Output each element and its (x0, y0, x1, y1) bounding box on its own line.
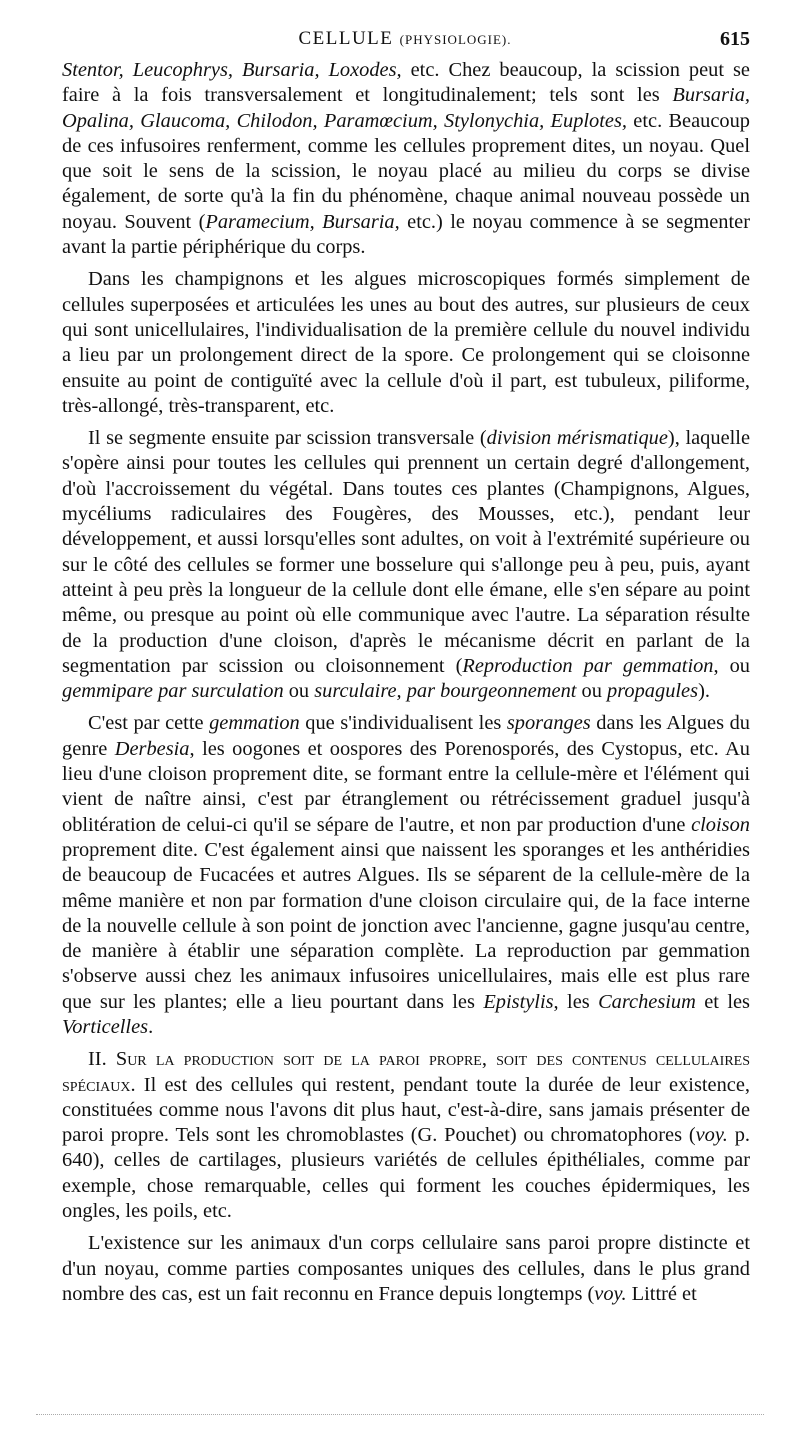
paragraph-text: . (148, 1015, 154, 1038)
taxa-italic: Vorticelles (62, 1015, 149, 1038)
paragraph-text: dans les Algues du genre (62, 712, 750, 760)
paragraph-text: etc.) le noyau commence à se segmenter avant la partie périphérique du corps. (62, 210, 751, 259)
paragraph-text: Il est des cellules qui restent, pendant toute la durée de leur existence, constituées comme nous l'avons dit plus haut, c'est-à-dire, sans jamais présenter de paroi propre. Tels sont les chromoblastes (G. Pouchet) ou chromatophores ( (62, 1073, 750, 1147)
paragraph-4 (62, 711, 750, 1040)
term-italic: gemmipare par surculation (62, 680, 284, 703)
term-italic: voy. (594, 1282, 627, 1305)
page-number: 615 (720, 28, 750, 50)
taxa-italic: Paramecium, Bursaria, (205, 210, 400, 233)
paragraph-text: C'est par cette (88, 712, 210, 735)
paragraph-2 (62, 267, 750, 419)
paragraph-text: proprement dite. C'est également ainsi que naissent les sporanges et les anthéridies de beaucoup de Fucacées et autres Algues. Ils se séparent de la cellule-mère de la même manière et non par formation d'une cloison circulaire qui, de la face interne de la nouvelle cellule à son point de jonction avec l'ancienne, gagne jusqu'au centre, de manière à établir une séparation complète. La reproduction par gemmation s'observe aussi chez les animaux infusoires unicellulaires, mais elle est plus rare que sur les plantes; elle a lieu pourtant dans les (62, 838, 750, 1013)
paragraph-text: ou (576, 680, 608, 703)
paragraph-text: Dans les champignons et les algues microscopiques formés simplement de cellules superposées et articulées les unes au bout des autres, sur plusieurs de ceux qui sont unicellulaires, l'individualisation de la première cellule du nouvel individu a lieu par un prolongement direct de la spore. Ce prolongement qui se cloisonne ensuite au point de contiguïté avec la cellule d'où il part, est tubuleux, piliforme, très-allongé, très-transparent, etc. (62, 268, 750, 417)
paragraph-5 (62, 1047, 750, 1224)
paragraph-text: Littré et (626, 1282, 697, 1305)
running-title-sub: (PHYSIOLOGIE). (399, 32, 512, 47)
paragraph-1 (62, 58, 750, 260)
term-italic: Derbesia (114, 737, 190, 760)
paragraph-text: et les (695, 990, 750, 1013)
paragraph-text: etc. Beaucoup de ces infusoires renferment, comme les cellules proprement dites, un noyau. Quel que soit le sens de la scission, le noyau placé au milieu du corps se divise également, de sorte qu'à la fin du phénomène, chaque animal nouveau possède un noyau. Souvent ( (62, 109, 750, 233)
paragraph-text: etc. Chez beaucoup, la scission peut se faire à la fois transversalement et longitudinalement; tels sont les (62, 59, 750, 107)
term-italic: cloison (691, 813, 750, 836)
taxa-italic: Stentor, Leucophrys, Bursaria, Loxodes, (62, 59, 402, 81)
paragraph-text: , les oogones et oospores des Porenosporés, des Cystopus, etc. Au lieu d'une cloison proprement dite, se formant entre la cellule-mère et l'élément qui vient de naître ainsi, c'est par étranglement ou rétrécissement graduel jusqu'à oblitération de celui-ci qu'il se sépare de l'autre, et non par production d'une (62, 737, 750, 836)
paragraph-text: ou (283, 680, 315, 703)
paragraph-text: , ou (713, 654, 750, 677)
term-italic: voy. (695, 1124, 728, 1147)
taxa-italic: Carchesium (598, 990, 696, 1013)
term-italic: sporanges (506, 712, 591, 735)
paragraph-6 (62, 1231, 750, 1307)
term-italic: propagules (607, 680, 699, 703)
term-italic: division mérismatique (486, 427, 668, 450)
running-title (60, 28, 750, 50)
term-italic: surculaire, par bourgeonnement (314, 680, 577, 703)
paragraph-text: , les (553, 990, 599, 1013)
paragraph-text: que s'individualisent les (299, 712, 507, 735)
term-italic: Reproduction par gemmation (462, 654, 714, 677)
section-heading: II. Sur la production soit de la paroi propre, soit des contenus cellulaires spéciaux. (62, 1048, 750, 1096)
body-text (62, 58, 750, 1307)
paragraph-text: L'existence sur les animaux d'un corps cellulaire sans paroi propre distincte et d'un noyau, comme parties composantes uniques des cellules, dans le plus grand nombre des cas, est un fait reconnu en France depuis longtemps ( (62, 1232, 750, 1305)
paragraph-3 (62, 426, 750, 704)
taxa-italic: Epistylis (483, 990, 554, 1013)
paragraph-text: ). (698, 680, 710, 703)
paragraph-text: ), laquelle s'opère ainsi pour toutes les cellules qui prennent un certain degré d'allongement, d'où l'accroissement du végétal. Dans toutes ces plantes (Champignons, Algues, mycéliums radiculaires des Fougères, des Mousses, etc.), pendant leur développement, et aussi lorsqu'elles sont adultes, on voit à l'extrémité supérieure ou sur le côté des cellules se former une bosselure qui s'allonge peu à peu, puis, ayant atteint à peu près la longueur de la cellule dont elle émane, elle s'en sépare au point même, ou presque au point où elle communique avec l'autre. La séparation résulte de la production d'une cloison, d'après le mécanisme décrit en parlant de la segmentation par scission ou cloisonnement ( (62, 427, 750, 677)
running-head (60, 28, 750, 52)
paragraph-text: p. 640), celles de cartilages, plusieurs variétés de cellules épithéliales, comme par exemple, chose remarquable, celles qui forment les couches épidermiques, les ongles, les poils, etc. (62, 1124, 751, 1223)
paragraph-text: Il se segmente ensuite par scission transversale ( (88, 427, 487, 450)
running-title-main: CELLULE (298, 28, 394, 49)
footer-rule (36, 1414, 764, 1415)
term-italic: gemmation (209, 712, 300, 735)
taxa-italic: Bursaria, Opalina, Glaucoma, Chilodon, Paramœcium, Stylonychia, Euplotes, (62, 84, 750, 132)
